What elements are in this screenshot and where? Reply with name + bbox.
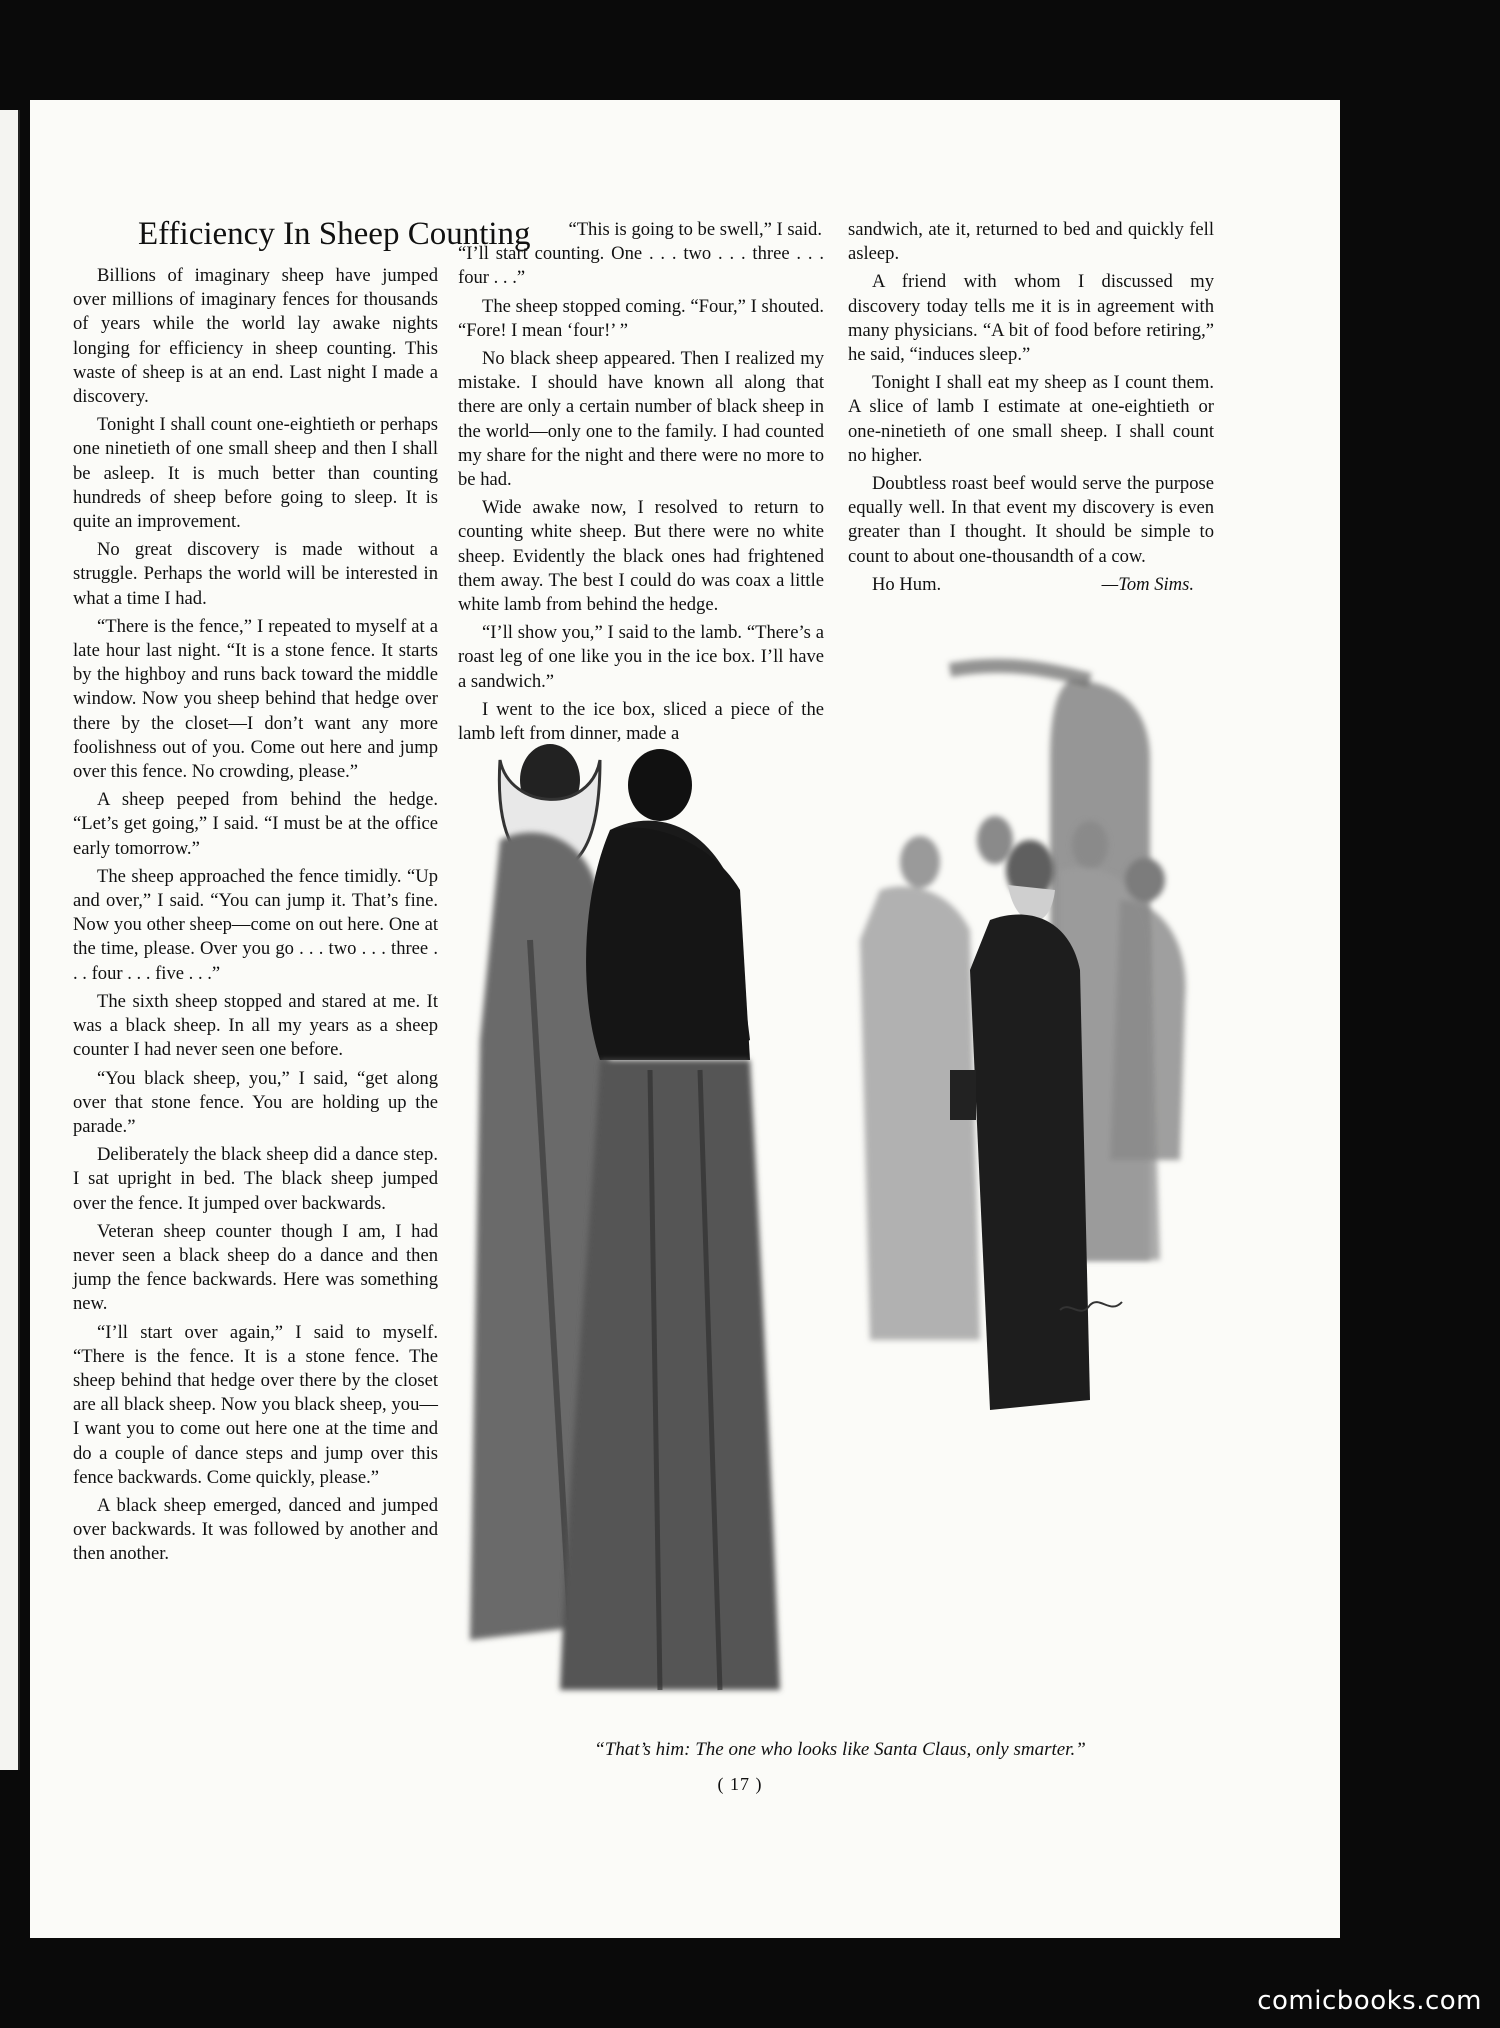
- lead-paragraph: [458, 218, 824, 291]
- paragraph: A sheep peeped from behind the hedge. “Let’s get going,” I said. “I must be at the office early tomorrow.”: [73, 789, 438, 859]
- article-column-3: [848, 218, 1214, 597]
- paragraph: Tonight I shall eat my sheep as I count them. A slice of lamb I estimate at one-eightieth or one-ninetieth of one small sheep. I shall count no higher.: [848, 372, 1214, 466]
- signature-line: [848, 573, 1214, 597]
- paragraph: “There is the fence,” I repeated to myself at a late hour last night. “It is a stone fence. It starts by the highboy and runs back toward the middle window. Now you sheep behind that hedge over there by the closet—I don’t want any more foolishness out of you. Come out here and jump over this fence. No crowding, please.”: [73, 615, 438, 783]
- article-column-1: [73, 264, 438, 1571]
- illustration: [450, 640, 1210, 1730]
- paragraph: A friend with whom I discussed my discovery today tells me it is in agreement with many physicians. “A bit of food before retiring,” he said, “induces sleep.”: [848, 271, 1214, 366]
- paragraph: Deliberately the black sheep did a dance step. I sat upright in bed. The black sheep jumped over the fence. It jumped over backwards.: [73, 1144, 438, 1214]
- paragraph: “I’ll show you,” I said to the lamb. “There’s a roast leg of one like you in the ice box. I’ll have a sandwich.”: [458, 622, 824, 692]
- illustration-caption: “That’s him: The one who looks like Santa Claus, only smarter.”: [594, 1739, 1086, 1760]
- paragraph: Wide awake now, I resolved to return to counting white sheep. But there were no white sheep. Evidently the black ones had frightened them away. The best I could do was coax a little white lamb from behind the hedge.: [458, 497, 824, 616]
- paragraph: No black sheep appeared. Then I realized my mistake. I should have known all along that there are only a certain number of black sheep in the world—only one to the family. I had counted my share for the night and there were no more to be had.: [458, 348, 824, 491]
- paragraph: Billions of imaginary sheep have jumped over millions of imaginary fences for thousands of years while the world lay awake nights longing for efficiency in sheep counting. This waste of sheep is at an end. Last night I made a discovery.: [73, 265, 438, 408]
- paragraph: The sheep approached the fence timidly. “Up and over,” I said. “You can jump it. That’s fine. Now you other sheep—come on out here. One at the time, please. Over you go . . . two . . . three . . . four . . . five . . .”: [73, 865, 438, 984]
- site-watermark: comicbooks.com: [1257, 1986, 1482, 2016]
- lead-quote-rest: “I’ll start counting. One . . . two . . . three . . . four . . .”: [458, 243, 824, 289]
- paragraph: “You black sheep, you,” I said, “get along over that stone fence. You are holding up the parade.”: [73, 1067, 438, 1137]
- paragraph: The sheep stopped coming. “Four,” I shouted. “Fore! I mean ‘four!’ ”: [458, 295, 824, 341]
- adjacent-page-edge: [0, 110, 20, 1770]
- paragraph: Doubtless roast beef would serve the purpose equally well. In that event my discovery is even greater than I thought. It should be simple to count to about one-thousandth of a cow.: [848, 473, 1214, 567]
- lead-quote: “This is going to be swell,” I said.: [568, 219, 822, 240]
- paragraph: I went to the ice box, sliced a piece of the lamb left from dinner, made a: [458, 698, 824, 745]
- paragraph: “I’ll start over again,” I said to myself. “There is the fence. It is a stone fence. The sheep behind that hedge over there by the closet are all black sheep. Now you black sheep, you—I want you to come out here one at the time and do a couple of dance steps and jump over this fence backwards. Come quickly, please.”: [73, 1321, 438, 1488]
- paragraph: Tonight I shall count one-eightieth or perhaps one ninetieth of one small sheep and then I shall be asleep. It is much better than counting hundreds of sheep before going to sleep. It is quite an improvement.: [73, 414, 438, 533]
- page-number: ( 17 ): [717, 1774, 763, 1794]
- paragraph: The sixth sheep stopped and stared at me. It was a black sheep. In all my years as a sheep counter I had never seen one before.: [73, 990, 438, 1061]
- signoff: Ho Hum.: [872, 573, 942, 595]
- paragraph: A black sheep emerged, danced and jumped over backwards. It was followed by another and then another.: [73, 1494, 438, 1565]
- paragraph: No great discovery is made without a struggle. Perhaps the world will be interested in what a time I had.: [73, 539, 438, 609]
- paragraph: Veteran sheep counter though I am, I had never seen a black sheep do a dance and then jump the fence backwards. Here was something new.: [73, 1220, 438, 1315]
- author-byline: —Tom Sims.: [1101, 573, 1194, 595]
- woman-figure-center: [560, 749, 780, 1690]
- article-title: Efficiency In Sheep Counting: [138, 216, 531, 252]
- paragraph-continued: sandwich, ate it, returned to bed and quickly fell asleep.: [848, 219, 1214, 265]
